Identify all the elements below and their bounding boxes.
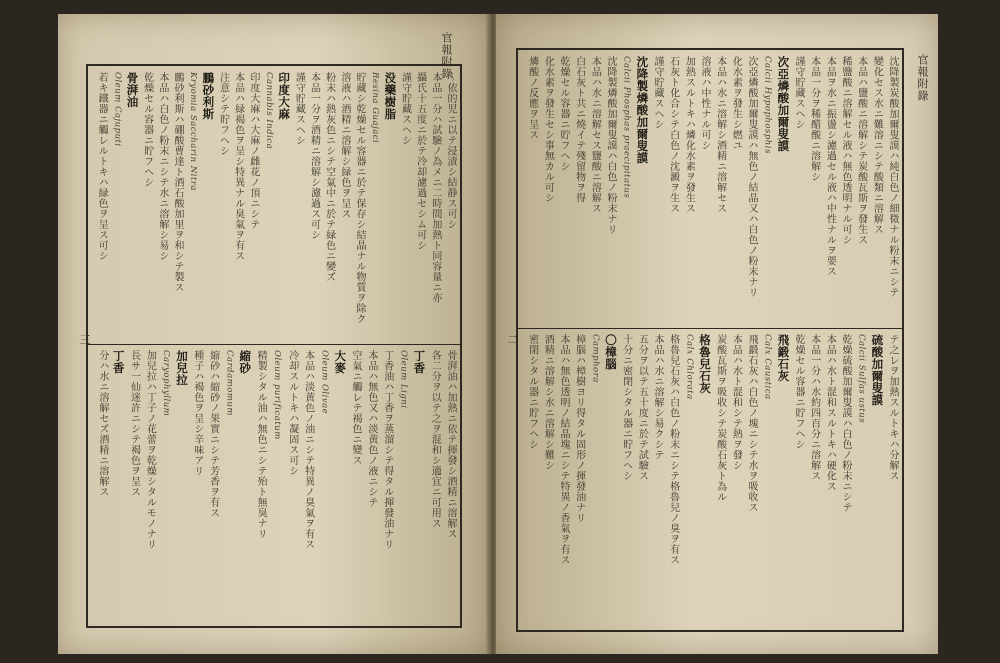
text-column: 乾燥セル容器ニ貯フヘシ: [793, 334, 804, 450]
latin-name: Oleum Ligni: [398, 350, 409, 409]
text-column: 空氣ニ觸レテ褐色ニ變ス: [350, 350, 362, 466]
entry-heading: 骨湃油: [125, 72, 140, 108]
entry-heading: 大麥: [333, 350, 348, 374]
entry-heading: 丁香: [412, 350, 427, 374]
text-column: 本品ハ無色透明ノ結晶塊ニシテ特異ノ香氣ヲ有ス: [558, 334, 569, 565]
text-column: 貯藏シ乾燥セル容器ニ於テ保存シ結晶ナル物質ヲ除ク: [354, 72, 365, 324]
text-column: 本品ハ水ト混和スルトキハ硬化ス: [824, 334, 836, 492]
right-page-frame: [516, 48, 904, 632]
latin-name: Oleum purificatum: [271, 350, 282, 440]
text-column: 丁香油ハ丁香ヲ蒸溜シテ得タル揮發油ナリ: [381, 350, 393, 550]
text-column: 本品ハ鹽酸ニ溶解シテ炭酸瓦斯ヲ發生ス: [855, 56, 867, 245]
text-column: 加兒拉ハ丁子ノ花蕾ヲ乾燥シタルモノナリ: [144, 350, 156, 550]
text-column: 本品ハ緑褐色ヲ呈シ特異ナル臭氣ヲ有ス: [232, 72, 244, 261]
text-column: 本品ハ水ニ溶解シ易クシテ: [652, 334, 663, 460]
latin-name: Kryomia Saccharin Nitra: [188, 72, 199, 191]
entry-heading: 鵬砂利斯: [201, 72, 216, 120]
text-column: 密閉シタル器ニ貯フヘシ: [526, 334, 538, 450]
text-column: 酒精ニ溶解シ水ニ溶解シ難シ: [542, 334, 554, 471]
latin-name: Cardamomum: [224, 350, 235, 416]
text-column: 乾燥セル容器ニ貯フヘシ: [141, 72, 153, 188]
text-column: 本品一分ヲ酒精ニ溶解シ濾過ス可シ: [308, 72, 320, 240]
text-column: 本品一分ヲ稀醋酸ニ溶解シ: [808, 56, 820, 182]
text-column: 本品ヲ水ニ振盪シ濾過セル液ハ中性ナルヲ要ス: [824, 56, 836, 277]
text-column: 變化セス水ニ難溶ニシテ酸類ニ溶解ス: [871, 56, 883, 235]
left-page-frame: [86, 64, 462, 628]
text-column: ～依的児ニ以テ浸漬シ結静ス可シ: [445, 72, 456, 230]
text-column: 加熱スルトキハ燐化水素ヲ發生ス: [683, 56, 695, 214]
text-column: 乾燥硫酸加爾叟謨ハ白色ノ粉末ニシテ: [840, 334, 851, 513]
latin-name: Resina Guajaci: [370, 72, 381, 144]
text-column: 本品ハ水ニ溶解シ酒精ニ溶解セス: [714, 56, 726, 214]
text-column: 五分ヲ以テ五十度ニ於テ試驗ス: [636, 334, 648, 481]
latin-name: Oleum Olivae: [319, 350, 330, 415]
text-column: 本品ハ白色ノ粉末ニシテ水ニ溶解シ易シ: [156, 72, 168, 261]
text-column: 本品ハ水ト混和シテ熱ヲ發シ: [730, 334, 742, 471]
text-column: 本品ハ淡黄色ノ油ニシテ特異ノ臭氣ヲ有ス: [302, 350, 314, 550]
text-column: 石灰ト化合シテ白色ノ沈澱ヲ生ス: [667, 56, 679, 214]
text-column: 攝氏十五度ニ於テ冷却濾過セシム可シ: [414, 72, 426, 251]
left-page-header: 官報附錄: [440, 32, 453, 80]
text-column: 飛鍛石灰ハ白色ノ塊ニシテ水ヲ吸收ス: [746, 334, 757, 513]
entry-heading: 格魯兒石灰: [698, 334, 712, 394]
text-column: テ之レヲ加熱スルトキハ分解ス: [887, 334, 898, 481]
text-column: 格魯兒石灰ハ白色ノ粉末ニシテ格魯兒ノ臭ヲ有ス: [667, 334, 679, 565]
text-column: 鵬砂利斯ハ硼酸曹達ト酒石酸加里ヲ和シテ製ス: [172, 72, 183, 293]
text-column: 冷却スルトキハ凝固ス可シ: [286, 350, 298, 476]
latin-name: Calcii Hypophosphis: [762, 56, 773, 154]
entry-heading: 硫酸加爾叟謨: [870, 334, 885, 406]
entry-heading: 丁香: [111, 350, 126, 374]
entry-heading: 飛鍛石灰: [776, 334, 791, 382]
latin-name: Calcii Sulfas ustus: [856, 334, 867, 424]
text-column: 分ハ水ニ溶解セズ酒精ニ溶解ス: [96, 350, 108, 497]
text-column: 本品一分ハ水約四百分ニ溶解ス: [808, 334, 820, 481]
text-column: 炭酸瓦斯ヲ吸收シテ炭酸石灰ト為ル: [714, 334, 726, 502]
text-column: 乾燥セル容器ニ貯フヘシ: [558, 56, 569, 172]
latin-name: Camphora: [590, 334, 601, 383]
entry-heading: 次亞燐酸加爾叟謨: [776, 56, 791, 152]
section-divider: [88, 344, 460, 345]
latin-name: Calx Caustica: [762, 334, 773, 400]
text-column: 化水素ヲ發生シ燃ユ: [730, 56, 742, 151]
text-column: 溶液ハ中性ナル可シ: [699, 56, 710, 151]
text-column: 樟腦ハ樟樹ヨリ得タル固形ノ揮發油ナリ: [573, 334, 585, 523]
text-column: 謹守貯藏スヘシ: [793, 56, 804, 130]
text-column: 本品一分ハ試驗ノ為メニ二時間加熱ト同容量ニ亦: [429, 72, 441, 303]
text-column: 謹守貯藏スヘシ: [399, 72, 411, 146]
section-divider: [518, 328, 902, 329]
entry-heading: 〇樟腦: [604, 334, 618, 370]
text-column: 燐酸ノ反應ヲ呈ス: [526, 56, 538, 140]
text-column: 謹守貯藏スヘシ: [652, 56, 663, 130]
text-column: 骨湃油ハ加熱ニ依テ揮發シ酒精ニ溶解ス: [445, 350, 456, 539]
latin-name: Caryophyllum: [161, 350, 172, 417]
text-column: 粉末ハ熱灰色ニシテ空氣中ニ於テ緑色ニ變ズ: [323, 72, 335, 282]
text-column: 溶液ハ酒精ニ溶解シ緑色ヲ呈ス: [338, 72, 350, 219]
entry-heading: 没藥樹脂: [383, 72, 398, 120]
text-column: 白石灰ト共ニ燒イテ殘留物ヲ得: [573, 56, 585, 203]
entry-heading: 印度大麻: [277, 72, 292, 120]
text-column: 若キ鐵器ニ觸レルトキハ緑色ヲ呈ス可シ: [96, 72, 108, 261]
text-column: 稀鹽酸ニ溶解セル液ハ無色透明ナル可シ: [840, 56, 851, 245]
latin-name: Cannabis Indica: [264, 72, 274, 150]
latin-name: Calcii Phosphas praecipitatus: [621, 56, 632, 199]
text-column: 各二分ヲ以テ之ヲ混和シ適宜ニ可用ス: [429, 350, 441, 529]
text-column: 次亞燐酸加爾叟謨ハ無色ノ結晶又ハ白色ノ粉末ナリ: [746, 56, 757, 298]
text-column: 本品ハ無色又ハ淡黄色ノ液ニシテ: [365, 350, 377, 508]
text-column: 謹守貯藏スヘシ: [293, 72, 305, 146]
latin-name: Calx Chlorata: [684, 334, 695, 400]
text-column: 縮砂ハ縮砂ノ果實ニシテ芳香ヲ有ス: [207, 350, 219, 518]
text-column: 注意シテ貯フヘシ: [217, 72, 229, 156]
left-page-number: 三: [78, 334, 91, 345]
entry-heading: 沈降製燐酸加爾叟謨: [635, 56, 650, 164]
entry-heading: 加兒拉: [174, 350, 189, 386]
entry-heading: 縮砂: [238, 350, 253, 374]
text-column: 長サ一仙迷許ニシテ褐色ヲ呈ス: [128, 350, 140, 497]
text-column: 化水素ヲ發生セシ事無カル可シ: [542, 56, 554, 203]
text-column: 十分ニ密閉シタル器ニ貯フヘシ: [620, 334, 632, 481]
text-column: 種子ハ褐色ヲ呈シ辛味アリ: [191, 350, 203, 476]
text-column: 沈降製燐酸加爾叟謨ハ白色ノ粉末ナリ: [605, 56, 616, 235]
text-column: 印度大麻ハ大麻ノ雌花ノ頂ニシテ: [247, 72, 259, 230]
text-column: 精製シタル油ハ無色ニシテ殆ト無臭ナリ: [255, 350, 267, 539]
text-column: 沈降製炭酸加爾叟謨ハ純白色ノ細微ナル粉末ニシテ: [887, 56, 898, 298]
latin-name: Oleum Cajuputi: [112, 72, 123, 147]
document-spread: [58, 14, 938, 654]
text-column: 本品ハ水ニ溶解セス鹽酸ニ溶解ス: [589, 56, 601, 214]
right-page: [496, 14, 938, 654]
left-page: [58, 14, 490, 654]
right-page-number: 二: [506, 334, 519, 345]
right-page-header: 官報附錄: [916, 54, 929, 102]
